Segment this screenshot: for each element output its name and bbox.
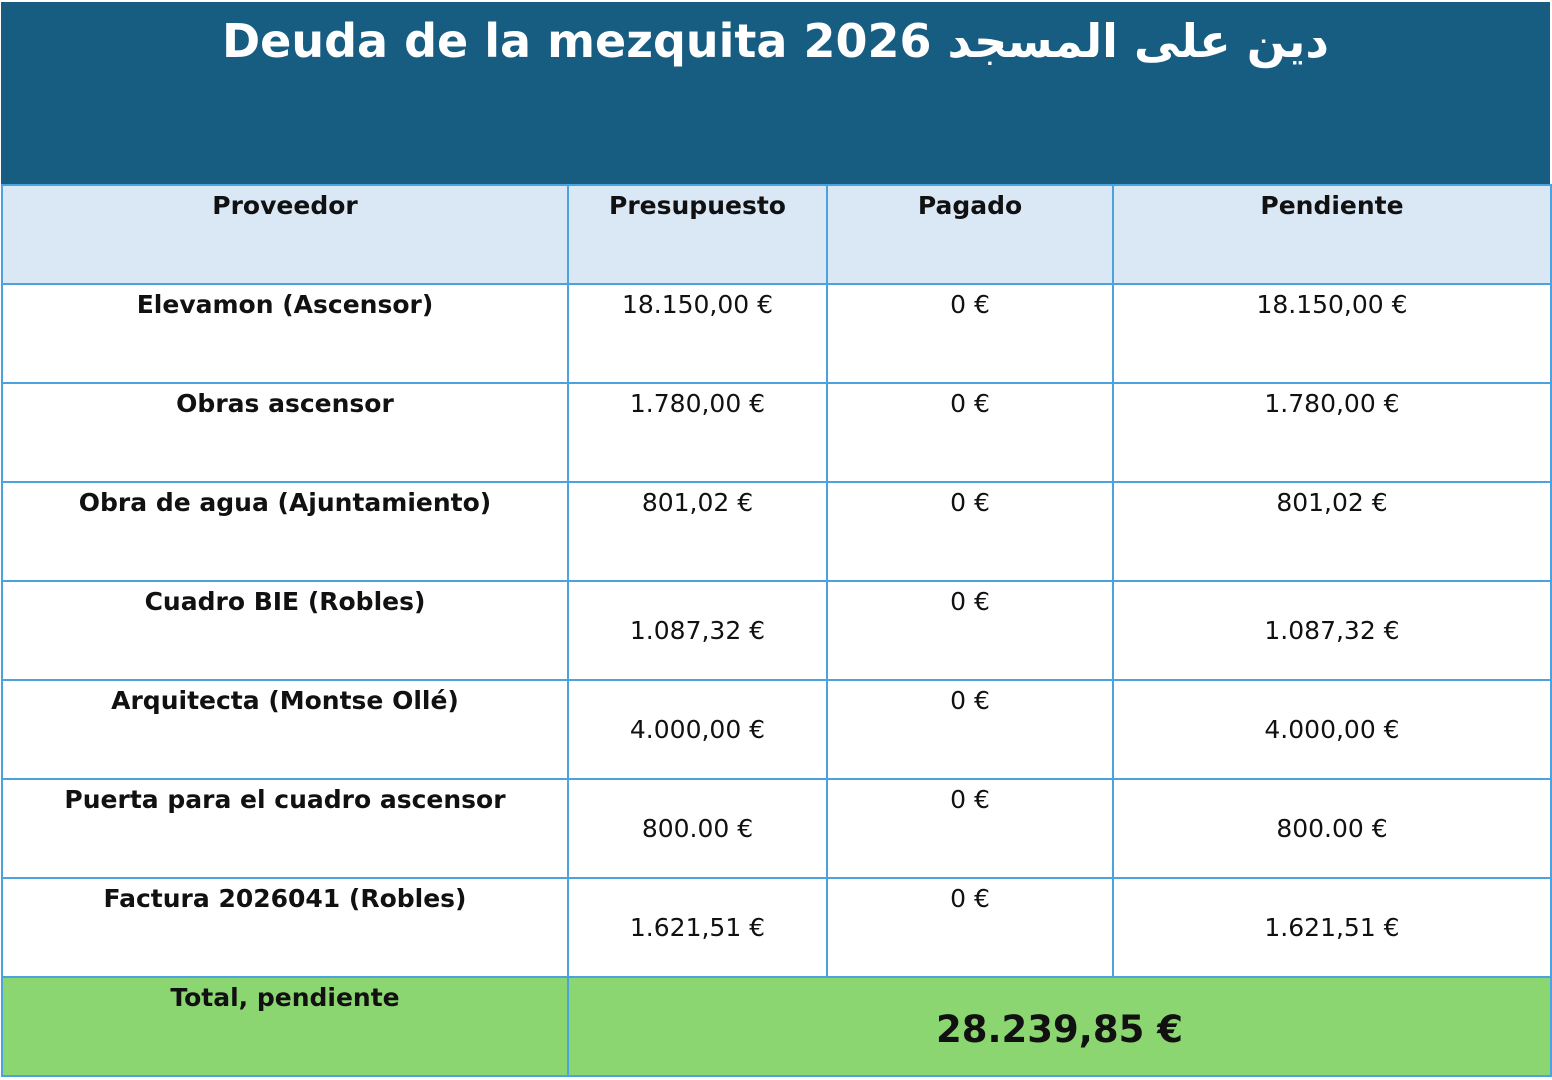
cell-proveedor: Obra de agua (Ajuntamiento) [2, 482, 568, 581]
cell-pagado: 0 € [827, 284, 1113, 383]
column-header-presupuesto: Presupuesto [568, 185, 827, 284]
cell-pendiente: 800.00 € [1113, 779, 1551, 878]
cell-proveedor: Puerta para el cuadro ascensor [2, 779, 568, 878]
cell-presupuesto: 1.087,32 € [568, 581, 827, 680]
cell-pendiente: 801,02 € [1113, 482, 1551, 581]
column-header-pagado: Pagado [827, 185, 1113, 284]
table-row [2, 383, 1551, 482]
page-title: Deuda de la mezquita 2026 دين على المسجد [222, 14, 1329, 68]
table-row [2, 878, 1551, 977]
cell-pagado: 0 € [827, 581, 1113, 680]
total-label: Total, pendiente [2, 977, 568, 1076]
cell-presupuesto: 800.00 € [568, 779, 827, 878]
cell-pendiente: 18.150,00 € [1113, 284, 1551, 383]
total-value: 28.239,85 € [568, 977, 1551, 1076]
table-row [2, 482, 1551, 581]
debt-table [1, 184, 1552, 1077]
table-row [2, 680, 1551, 779]
cell-proveedor: Arquitecta (Montse Ollé) [2, 680, 568, 779]
cell-pendiente: 1.087,32 € [1113, 581, 1551, 680]
cell-presupuesto: 1.621,51 € [568, 878, 827, 977]
cell-proveedor: Elevamon (Ascensor) [2, 284, 568, 383]
cell-pagado: 0 € [827, 680, 1113, 779]
cell-pendiente: 4.000,00 € [1113, 680, 1551, 779]
column-header-pendiente: Pendiente [1113, 185, 1551, 284]
cell-proveedor: Cuadro BIE (Robles) [2, 581, 568, 680]
cell-presupuesto: 1.780,00 € [568, 383, 827, 482]
cell-pagado: 0 € [827, 383, 1113, 482]
table-row [2, 284, 1551, 383]
cell-proveedor: Obras ascensor [2, 383, 568, 482]
column-header-proveedor: Proveedor [2, 185, 568, 284]
cell-pagado: 0 € [827, 878, 1113, 977]
header-row [2, 185, 1551, 284]
cell-presupuesto: 4.000,00 € [568, 680, 827, 779]
cell-pendiente: 1.621,51 € [1113, 878, 1551, 977]
total-row [2, 977, 1551, 1076]
cell-proveedor: Factura 2026041 (Robles) [2, 878, 568, 977]
table-row [2, 581, 1551, 680]
cell-presupuesto: 18.150,00 € [568, 284, 827, 383]
table-row [2, 779, 1551, 878]
cell-pendiente: 1.780,00 € [1113, 383, 1551, 482]
debt-sheet [1, 2, 1550, 1077]
cell-presupuesto: 801,02 € [568, 482, 827, 581]
cell-pagado: 0 € [827, 482, 1113, 581]
title-band [1, 2, 1550, 184]
cell-pagado: 0 € [827, 779, 1113, 878]
